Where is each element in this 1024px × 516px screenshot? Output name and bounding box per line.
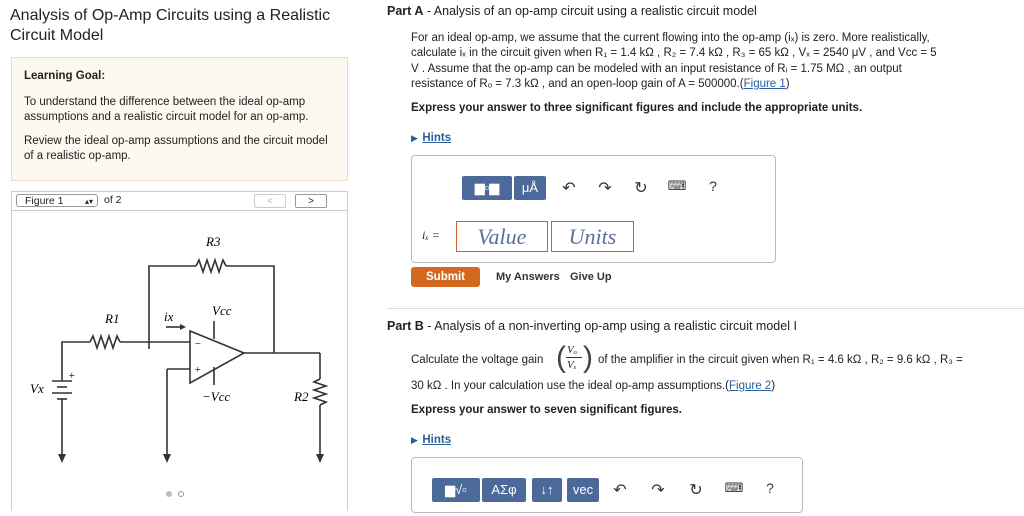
- variable-label: iₓ =: [422, 228, 440, 242]
- source-plus-label: +: [68, 370, 76, 382]
- learning-goal-text: To understand the difference between the ideal op-amp assumptions and a realistic circuit model for an op-amp.: [24, 96, 309, 123]
- figure-page-dot-1[interactable]: [166, 491, 172, 497]
- select-arrows-icon: ▴▾: [84, 197, 93, 206]
- part-b-line2: [411, 379, 775, 394]
- part-b-hints-link[interactable]: Hints: [422, 434, 452, 446]
- value-input[interactable]: Value: [456, 221, 548, 252]
- fraction-numerator: Vₒ: [567, 344, 577, 356]
- figure-select-value: Figure 1: [25, 195, 64, 207]
- caret-right-icon: ▶: [411, 435, 418, 445]
- units-input[interactable]: Units: [551, 221, 634, 252]
- r2-label: R2: [294, 389, 309, 404]
- figure-navigator: [11, 191, 348, 211]
- part-b-hints[interactable]: [411, 430, 451, 448]
- redo-icon[interactable]: ↷: [651, 482, 665, 499]
- part-a-line4-close: ): [785, 78, 790, 90]
- paren-close: ): [583, 341, 593, 374]
- part-b-label: Part B: [387, 319, 424, 333]
- next-figure-button[interactable]: >: [295, 194, 327, 208]
- part-a-line3: V . Assume that the op-amp can be modeled with an input resistance of Rᵢ = 1.75 MΩ , an output: [411, 63, 902, 75]
- part-b-calc-a: Calculate the voltage gain: [411, 354, 544, 366]
- part-a-hints[interactable]: [411, 128, 451, 146]
- vcc-bottom-label: −Vcc: [202, 389, 231, 404]
- fraction-denominator: Vₓ: [567, 359, 577, 371]
- sqrt-template-icon: ▆√▫: [445, 482, 467, 497]
- part-b-line2-text: 30 kΩ . In your calculation use the ideal op-amp assumptions.(: [411, 380, 729, 392]
- help-button[interactable]: ?: [766, 480, 774, 496]
- template-button[interactable]: [462, 176, 512, 200]
- part-a-line4: [411, 77, 790, 92]
- my-answers-link[interactable]: My Answers: [496, 271, 560, 283]
- figure-page-dot-2[interactable]: [178, 491, 184, 497]
- paren-open: (: [556, 341, 566, 374]
- vector-button[interactable]: vec: [567, 478, 599, 502]
- circuit-diagram: [12, 211, 347, 511]
- prev-figure-button[interactable]: <: [254, 194, 286, 208]
- part-b-heading: [387, 319, 797, 333]
- amp-minus-label: −: [194, 338, 202, 350]
- caret-right-icon: ▶: [411, 133, 418, 143]
- figure-select[interactable]: [16, 194, 98, 207]
- part-b-instruction: Express your answer to seven significant figures.: [411, 404, 682, 416]
- part-a-instruction: Express your answer to three significant figures and include the appropriate units.: [411, 102, 863, 114]
- redo-icon[interactable]: ↷: [598, 180, 612, 197]
- part-a-label: Part A: [387, 4, 424, 18]
- reset-icon[interactable]: ↻: [634, 180, 648, 197]
- part-b-title: - Analysis of a non-inverting op-amp using a realistic circuit model I: [423, 319, 797, 333]
- part-a-title: - Analysis of an op-amp circuit using a realistic circuit model: [423, 4, 757, 18]
- review-text: Review the ideal op-amp assumptions and the circuit model of a realistic op-amp.: [24, 135, 328, 162]
- ix-label: ix: [164, 309, 174, 324]
- page-title: Analysis of Op-Amp Circuits using a Realistic Circuit Model: [10, 7, 331, 44]
- template-icon: ▆▫▆: [474, 180, 500, 195]
- submit-button[interactable]: Submit: [411, 267, 480, 287]
- greek-button[interactable]: ΑΣφ: [482, 478, 526, 502]
- part-a-line2: calculate iₓ in the circuit given when R₁ = 1.4 kΩ , R₂ = 7.4 kΩ , R₃ = 65 kΩ , Vₓ = 2540 μV , and Vᴄᴄ = 5: [411, 47, 937, 59]
- keyboard-icon[interactable]: ⌨: [667, 178, 687, 193]
- help-button[interactable]: ?: [709, 178, 717, 194]
- part-a-answer-box: [411, 155, 776, 263]
- units-button[interactable]: μÅ: [514, 176, 546, 200]
- template-button[interactable]: [432, 478, 480, 502]
- r1-label: R1: [105, 311, 120, 326]
- part-b-calc-b: of the amplifier in the circuit given when R₁ = 4.6 kΩ , R₂ = 9.6 kΩ , R₃ =: [598, 354, 963, 366]
- learning-goal-box: [11, 57, 348, 181]
- undo-icon[interactable]: ↶: [562, 180, 576, 197]
- part-a-line4-text: resistance of Rₒ = 7.3 kΩ , and an open-loop gain of A = 500000.(: [411, 78, 744, 90]
- give-up-link[interactable]: Give Up: [570, 271, 612, 283]
- learning-goal-label: Learning Goal:: [24, 70, 106, 82]
- amp-plus-label: +: [194, 364, 202, 376]
- undo-icon[interactable]: ↶: [613, 482, 627, 499]
- circuit-figure: [11, 211, 348, 511]
- part-a-hints-link[interactable]: Hints: [422, 132, 452, 144]
- gain-fraction: [556, 340, 594, 378]
- vx-label: Vx: [30, 381, 44, 396]
- fraction-bar: [566, 357, 582, 358]
- figure-2-link[interactable]: Figure 2: [729, 380, 772, 392]
- figure-count: of 2: [104, 194, 122, 206]
- figure-1-link[interactable]: Figure 1: [743, 78, 786, 90]
- section-divider: [387, 308, 1024, 309]
- r3-label: R3: [206, 234, 221, 249]
- keyboard-icon[interactable]: ⌨: [724, 480, 744, 495]
- part-b-line2-close: ): [771, 380, 776, 392]
- reset-icon[interactable]: ↻: [689, 482, 703, 499]
- vcc-top-label: Vcc: [212, 303, 232, 318]
- part-a-heading: [387, 4, 757, 18]
- part-a-line1: For an ideal op-amp, we assume that the current flowing into the op-amp (iₓ) is zero. More realistically,: [411, 32, 930, 44]
- subscript-button[interactable]: ↓↑: [532, 478, 562, 502]
- part-b-answer-box: [411, 457, 803, 513]
